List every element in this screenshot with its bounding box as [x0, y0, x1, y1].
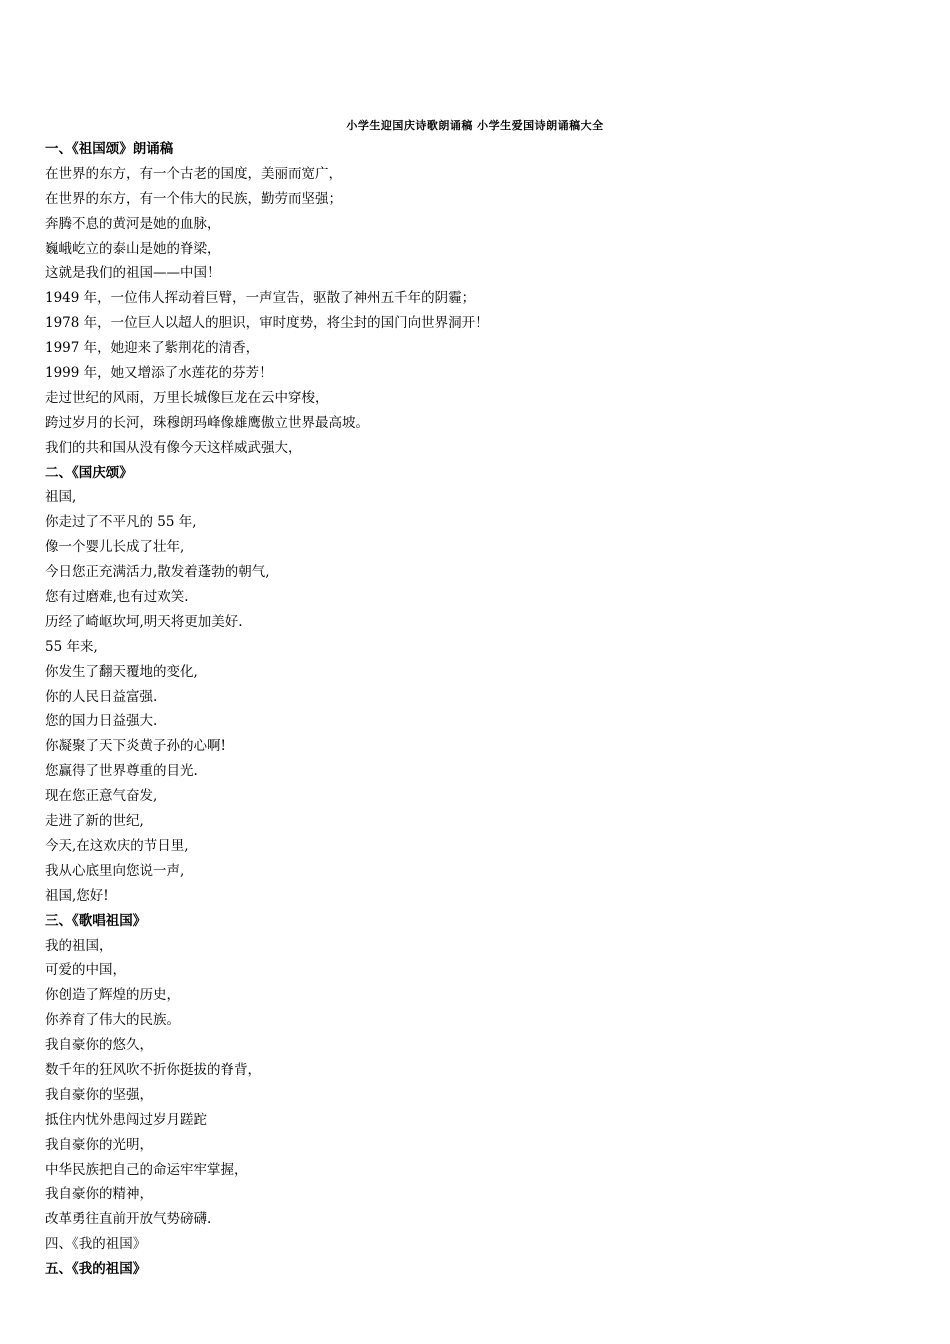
section-heading: 四、《我的祖国》	[45, 1236, 147, 1253]
poem-line: 1997 年，她迎来了紫荆花的清香，	[45, 340, 260, 357]
poem-line: 55 年来,	[45, 638, 98, 655]
poem-line: 改革勇往直前开放气势磅礴.	[45, 1211, 212, 1228]
poem-line: 走进了新的世纪,	[45, 813, 144, 830]
poem-line: 我自豪你的坚强，	[45, 1086, 153, 1103]
poem-line: 这就是我们的祖国——中国！	[45, 265, 221, 282]
poem-line: 1978 年，一位巨人以超人的胆识，审时度势，将尘封的国门向世界洞开！	[45, 315, 489, 332]
poem-line: 像一个婴儿长成了壮年,	[45, 539, 185, 556]
poem-line: 跨过岁月的长河，珠穆朗玛峰像雄鹰傲立世界最高坡。	[45, 414, 369, 431]
section-heading: 二、《国庆颂》	[45, 464, 133, 481]
poem-line: 你走过了不平凡的 55 年,	[45, 514, 197, 531]
poem-line: 巍峨屹立的泰山是她的脊梁，	[45, 240, 221, 257]
document-body	[45, 137, 905, 1282]
poem-line: 可爱的中国，	[45, 962, 126, 979]
section-heading: 五、《我的祖国》	[45, 1261, 147, 1278]
poem-line: 今天,在这欢庆的节日里,	[45, 837, 189, 854]
poem-line: 我自豪你的悠久，	[45, 1037, 153, 1054]
poem-line: 现在您正意气奋发,	[45, 788, 158, 805]
poem-line: 我从心底里向您说一声,	[45, 862, 185, 879]
section-heading: 三、《歌唱祖国》	[45, 912, 147, 929]
document-title: 小学生迎国庆诗歌朗诵稿 小学生爱国诗朗诵稿大全	[346, 119, 604, 132]
poem-line: 抵住内忧外患闯过岁月蹉跎	[45, 1111, 207, 1128]
poem-line: 历经了崎岖坎坷,明天将更加美好.	[45, 613, 243, 630]
poem-line: 走过世纪的风雨，万里长城像巨龙在云中穿梭，	[45, 389, 329, 406]
poem-line: 我的祖国，	[45, 937, 113, 954]
poem-line: 我自豪你的精神，	[45, 1186, 153, 1203]
poem-line: 你发生了翻天覆地的变化,	[45, 663, 198, 680]
poem-line: 数千年的狂风吹不折你挺拔的脊背，	[45, 1061, 261, 1078]
poem-line: 1999 年，她又增添了水莲花的芬芳！	[45, 365, 273, 382]
poem-line: 中华民族把自己的命运牢牢掌握，	[45, 1161, 248, 1178]
poem-line: 奔腾不息的黄河是她的血脉，	[45, 215, 221, 232]
poem-line: 我自豪你的光明，	[45, 1136, 153, 1153]
section-heading: 一、《祖国颂》朗诵稿	[45, 141, 174, 157]
poem-line: 在世界的东方，有一个伟大的民族，勤劳而坚强；	[45, 190, 342, 207]
poem-line: 我们的共和国从没有像今天这样威武强大，	[45, 439, 302, 456]
poem-line: 1949 年，一位伟人挥动着巨臂，一声宣告，驱散了神州五千年的阴霾；	[45, 290, 476, 307]
poem-line: 你的人民日益富强.	[45, 688, 158, 705]
poem-line: 你创造了辉煌的历史，	[45, 987, 180, 1004]
poem-line: 你养育了伟大的民族。	[45, 1012, 180, 1029]
poem-line: 您有过磨难,也有过欢笑.	[45, 589, 189, 606]
poem-line: 祖国,	[45, 489, 77, 506]
poem-line: 在世界的东方，有一个古老的国度，美丽而宽广，	[45, 165, 342, 182]
poem-line: 您的国力日益强大.	[45, 713, 158, 730]
poem-line: 您赢得了世界尊重的目光.	[45, 763, 198, 780]
poem-line: 祖国,您好!	[45, 887, 109, 904]
poem-line: 今日您正充满活力,散发着蓬勃的朝气,	[45, 564, 270, 581]
poem-line: 你凝聚了天下炎黄子孙的心啊!	[45, 738, 226, 755]
